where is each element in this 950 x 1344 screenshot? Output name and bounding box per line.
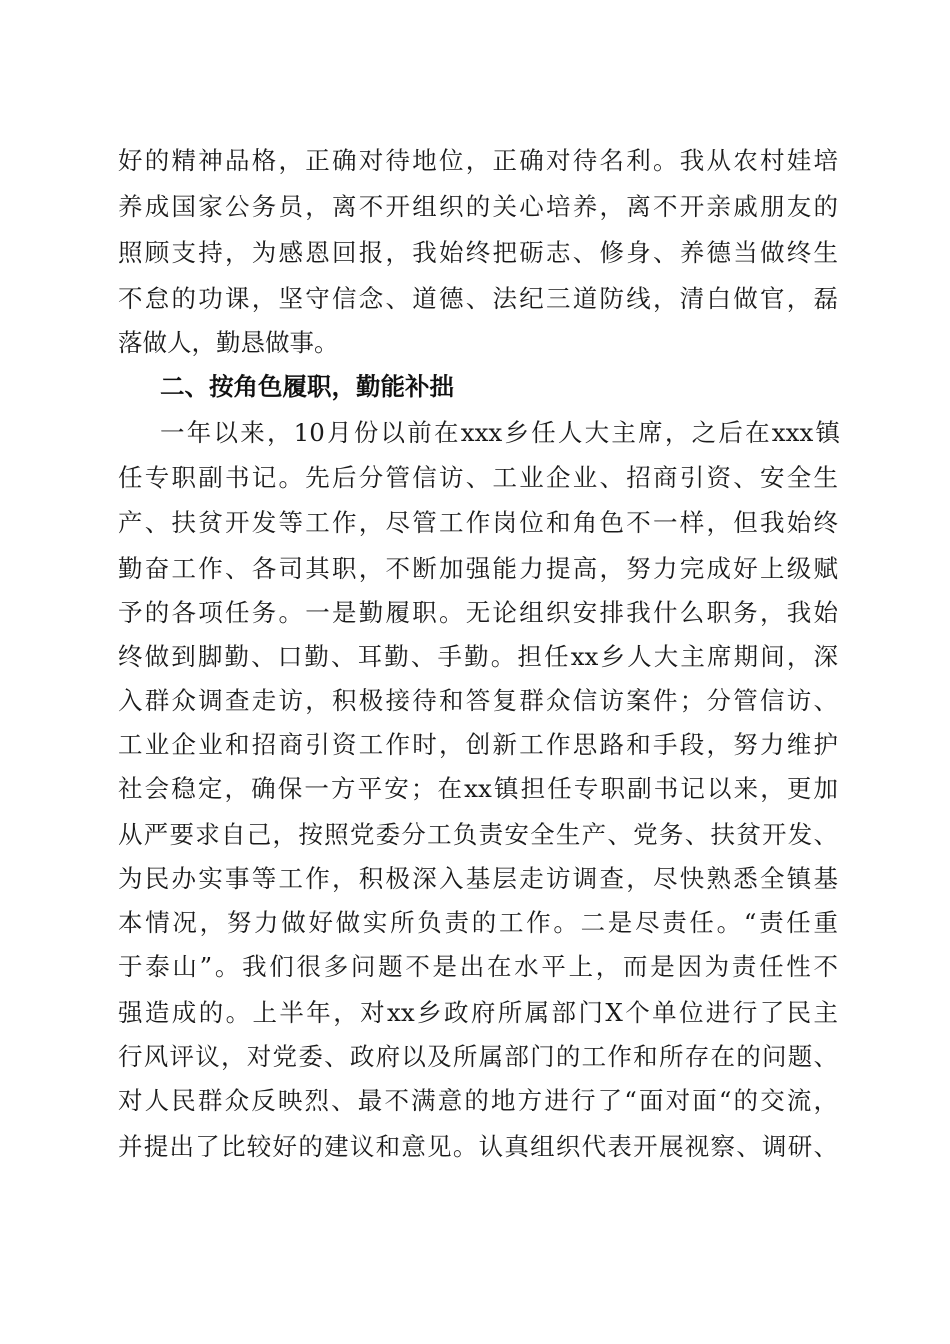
section-heading: 二、按角色履职，勤能补拙 [160, 372, 454, 401]
paragraph-line: 行风评议，对党委、政府以及所属部门的工作和所存在的问题、 [118, 1042, 838, 1071]
paragraph-line: 社会稳定，确保一方平安；在xx镇担任专职副书记以来，更加 [118, 774, 838, 803]
paragraph-line: 为民办实事等工作，积极深入基层走访调查，尽快熟悉全镇基 [118, 864, 838, 893]
paragraph-line: 于泰山”。我们很多问题不是出在水平上，而是因为责任性不 [118, 952, 838, 981]
paragraph-line: 并提出了比较好的建议和意见。认真组织代表开展视察、调研、 [118, 1132, 838, 1161]
paragraph-line: 本情况，努力做好做实所负责的工作。二是尽责任。“责任重 [118, 908, 838, 937]
paragraph-line: 强造成的。上半年，对xx乡政府所属部门X个单位进行了民主 [118, 998, 838, 1027]
paragraph-line: 予的各项任务。一是勤履职。无论组织安排我什么职务，我始 [118, 598, 838, 627]
paragraph-line: 养成国家公务员，离不开组织的关心培养，离不开亲戚朋友的 [118, 192, 838, 221]
paragraph-line: 产、扶贫开发等工作，尽管工作岗位和角色不一样，但我始终 [118, 508, 838, 537]
paragraph-line: 照顾支持，为感恩回报，我始终把砺志、修身、养德当做终生 [118, 238, 838, 267]
paragraph-line: 工业企业和招商引资工作时，创新工作思路和手段，努力维护 [118, 730, 838, 759]
paragraph-line: 好的精神品格，正确对待地位，正确对待名利。我从农村娃培 [118, 146, 838, 175]
paragraph-line: 入群众调查走访，积极接待和答复群众信访案件；分管信访、 [118, 686, 838, 715]
paragraph-line: 对人民群众反映烈、最不满意的地方进行了“面对面“的交流， [118, 1086, 838, 1115]
paragraph-line: 终做到脚勤、口勤、耳勤、手勤。担任xx乡人大主席期间，深 [118, 642, 838, 671]
paragraph-line: 一年以来，10月份以前在xxx乡任人大主席，之后在xxx镇 [160, 418, 840, 447]
paragraph-line: 任专职副书记。先后分管信访、工业企业、招商引资、安全生 [118, 463, 838, 492]
paragraph-line: 不怠的功课，坚守信念、道德、法纪三道防线，清白做官，磊 [118, 284, 838, 313]
paragraph-line: 勤奋工作、各司其职，不断加强能力提高，努力完成好上级赋 [118, 554, 838, 583]
paragraph-line: 从严要求自己，按照党委分工负责安全生产、党务、扶贫开发、 [118, 820, 838, 849]
paragraph-line: 落做人，勤恳做事。 [118, 328, 339, 357]
